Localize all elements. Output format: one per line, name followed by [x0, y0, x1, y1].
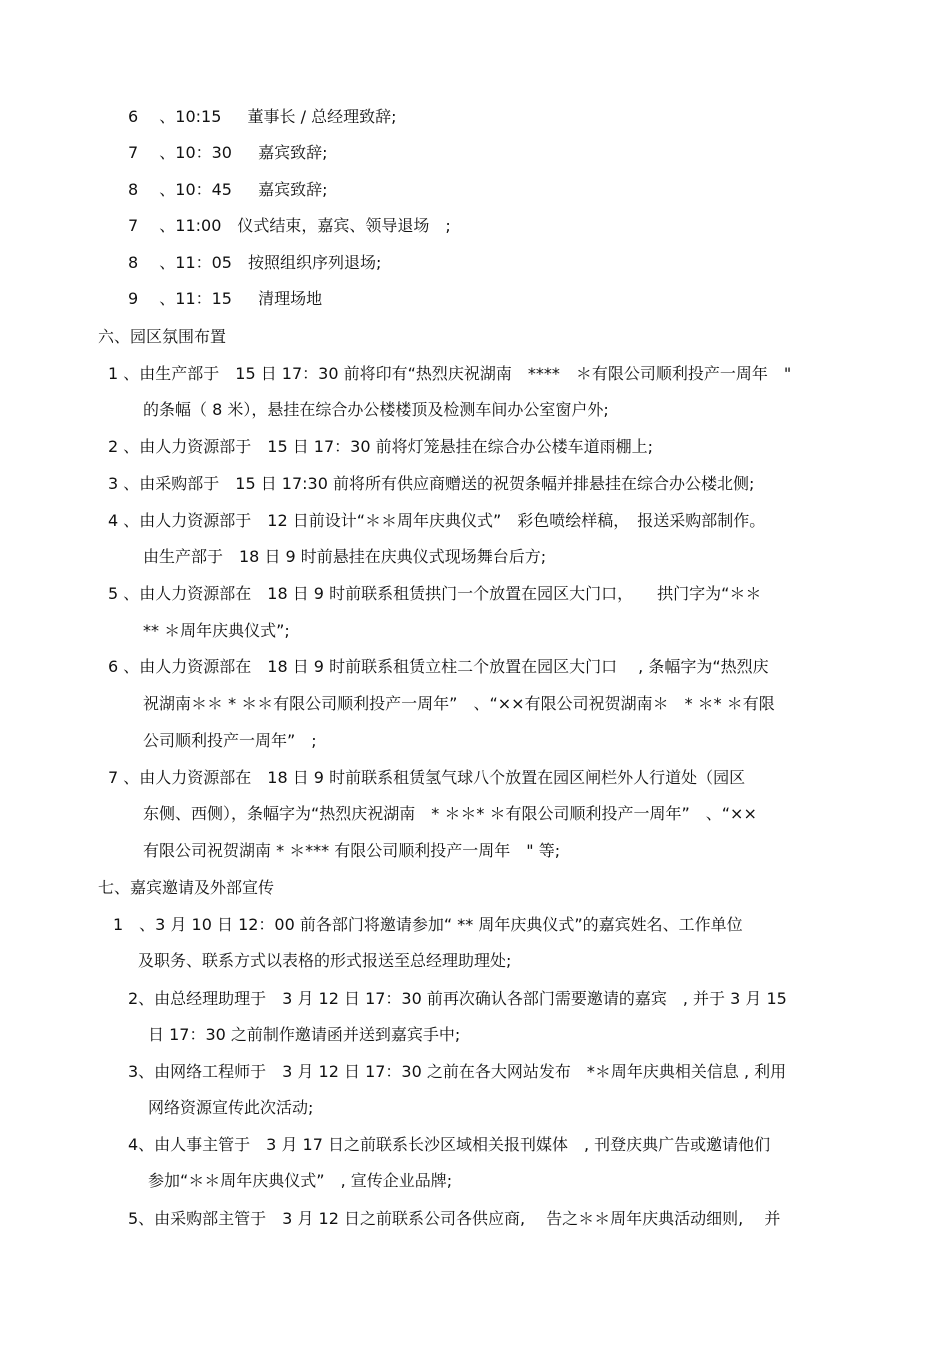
list-item-line: 2、由总经理助理于 3 月 12 日 17：30 前再次确认各部门需要邀请的嘉宾 , 并于 3 月 15 [128, 989, 787, 1008]
schedule-item: 7 、10：30 嘉宾致辞; [128, 143, 328, 162]
list-item-line: 及职务、联系方式以表格的形式报送至总经理助理处; [138, 951, 512, 970]
list-item-line: 参加“＊＊周年庆典仪式” , 宣传企业品牌; [148, 1171, 453, 1190]
list-item-line: 5 、由人力资源部在 18 日 9 时前联系租赁拱门一个放置在园区大门口， 拱门字为“＊＊ [108, 584, 762, 603]
schedule-item: 7 、11:00 仪式结束，嘉宾、领导退场 ; [128, 216, 451, 235]
list-item-line: 公司顺利投产一周年” ; [143, 731, 317, 750]
section-heading: 六、园区氛围布置 [98, 327, 227, 346]
list-item-line: 4 、由人力资源部于 12 日前设计“＊＊周年庆典仪式” 彩色喷绘样稿， 报送采购部制作。 [108, 511, 766, 530]
list-item-line: 1 、由生产部于 15 日 17：30 前将印有“热烈庆祝湖南 **** ＊有限公司顺利投产一周年 " [108, 364, 792, 383]
list-item-line: 3 、由采购部于 15 日 17:30 前将所有供应商赠送的祝贺条幅并排悬挂在综合办公楼北侧; [108, 474, 755, 493]
list-item-line: 5、由采购部主管于 3 月 12 日之前联系公司各供应商, 告之＊＊周年庆典活动细则, 并 [128, 1209, 781, 1228]
list-item-line: 东侧、西侧），条幅字为“热烈庆祝湖南 * ＊＊* ＊有限公司顺利投产一周年” 、“×× [143, 804, 757, 823]
list-item-line: 有限公司祝贺湖南 * ＊*** 有限公司顺利投产一周年 " 等; [143, 841, 561, 860]
section-heading: 七、嘉宾邀请及外部宣传 [98, 878, 275, 897]
list-item-line: 3、由网络工程师于 3 月 12 日 17：30 之前在各大网站发布 *＊周年庆典相关信息 , 利用 [128, 1062, 787, 1081]
list-item-line: 祝湖南＊＊ * ＊＊有限公司顺利投产一周年” 、“××有限公司祝贺湖南＊ * ＊* ＊有限 [143, 694, 775, 713]
schedule-item: 6 、10:15 董事长 / 总经理致辞; [128, 107, 397, 126]
list-item-line: ** ＊周年庆典仪式”; [143, 621, 290, 640]
schedule-item: 8 、10：45 嘉宾致辞; [128, 180, 328, 199]
list-item-line: 的条幅（ 8 米），悬挂在综合办公楼楼顶及检测车间办公室窗户外; [143, 400, 609, 419]
list-item-line: 1 、3 月 10 日 12：00 前各部门将邀请参加“ ** 周年庆典仪式”的嘉宾姓名、工作单位 [113, 915, 743, 934]
list-item-line: 由生产部于 18 日 9 时前悬挂在庆典仪式现场舞台后方; [143, 547, 547, 566]
list-item-line: 4、由人事主管于 3 月 17 日之前联系长沙区域相关报刊媒体 , 刊登庆典广告或邀请他们 [128, 1135, 771, 1154]
schedule-item: 8 、11：05 按照组织序列退场; [128, 253, 382, 272]
list-item-line: 2 、由人力资源部于 15 日 17：30 前将灯笼悬挂在综合办公楼车道雨棚上; [108, 437, 653, 456]
list-item-line: 日 17：30 之前制作邀请函并送到嘉宾手中; [148, 1025, 461, 1044]
schedule-item: 9 、11：15 清理场地 [128, 289, 323, 308]
list-item-line: 网络资源宣传此次活动; [148, 1098, 314, 1117]
list-item-line: 6 、由人力资源部在 18 日 9 时前联系租赁立柱二个放置在园区大门口 , 条幅字为“热烈庆 [108, 657, 769, 676]
list-item-line: 7 、由人力资源部在 18 日 9 时前联系租赁氢气球八个放置在园区闸栏外人行道处（园区 [108, 768, 746, 787]
